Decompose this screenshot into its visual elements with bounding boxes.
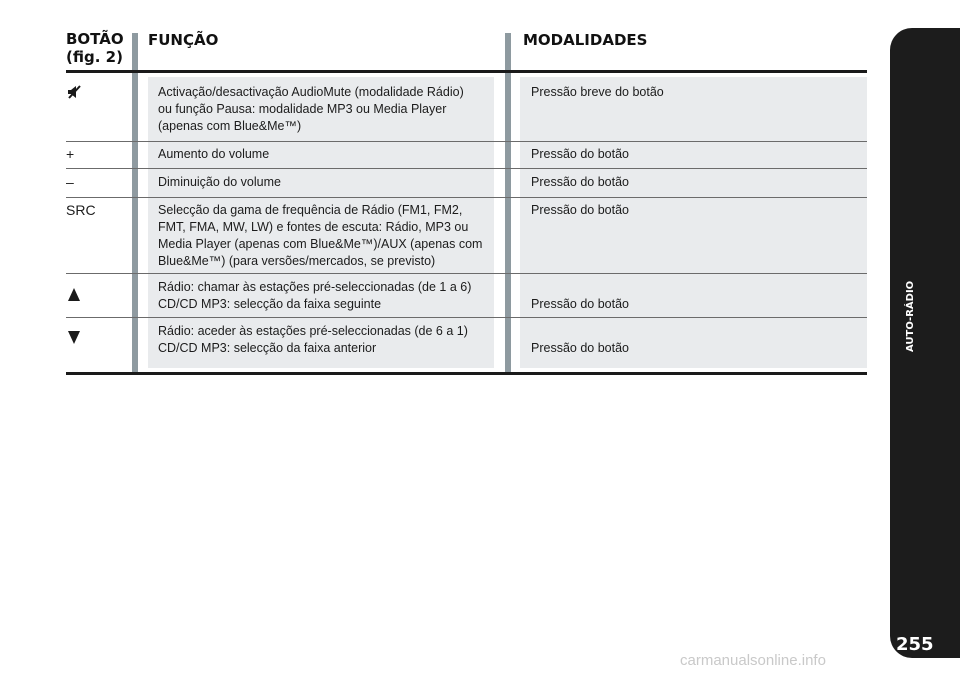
row-src-function bbox=[158, 202, 490, 270]
row-minus-mode: Pressão do botão bbox=[531, 175, 629, 189]
function-line: CD/CD MP3: selecção da faixa seguinte bbox=[158, 297, 382, 311]
function-line: Blue&Me™) (para versões/mercados, se previsto) bbox=[158, 254, 436, 268]
chapter-side-tab bbox=[890, 28, 960, 658]
row-mute-function bbox=[158, 84, 490, 135]
arrow-up-icon bbox=[68, 288, 80, 301]
column-header-button bbox=[66, 30, 130, 66]
table-bottom-rule bbox=[66, 372, 867, 375]
row-plus-mode: Pressão do botão bbox=[531, 147, 629, 161]
row-separator bbox=[66, 168, 867, 169]
row-separator bbox=[66, 197, 867, 198]
page-number: 255 bbox=[896, 634, 934, 655]
column-header-function: FUNÇÃO bbox=[148, 31, 219, 49]
function-line: Selecção da gama de frequência de Rádio (FM1, FM2, bbox=[158, 203, 463, 217]
function-line: (apenas com Blue&Me™) bbox=[158, 119, 302, 133]
row-src-mode: Pressão do botão bbox=[531, 203, 629, 217]
row-plus-function: Aumento do volume bbox=[158, 147, 270, 161]
row-plus-button: + bbox=[66, 146, 75, 162]
row-up-function bbox=[158, 279, 490, 313]
column-header-modes: MODALIDADES bbox=[523, 31, 648, 49]
function-line: Rádio: chamar às estações pré-seleccionadas (de 1 a 6) bbox=[158, 280, 472, 294]
modes-column-panel bbox=[520, 77, 867, 368]
row-up-mode: Pressão do botão bbox=[531, 297, 629, 311]
header-fig-ref: (fig. 2) bbox=[66, 48, 123, 66]
row-separator bbox=[66, 273, 867, 274]
row-down-function bbox=[158, 323, 490, 357]
function-line: Activação/desactivação AudioMute (modalidade Rádio) bbox=[158, 85, 464, 99]
mute-icon bbox=[66, 84, 82, 100]
row-src-button: SRC bbox=[66, 202, 96, 218]
row-down-mode: Pressão do botão bbox=[531, 341, 629, 355]
function-line: Rádio: aceder às estações pré-seleccionadas (de 6 a 1) bbox=[158, 324, 468, 338]
row-minus-function: Diminuição do volume bbox=[158, 175, 281, 189]
column-divider-left bbox=[132, 33, 138, 373]
column-divider-right bbox=[505, 33, 511, 373]
table-top-rule bbox=[66, 70, 867, 73]
function-line: CD/CD MP3: selecção da faixa anterior bbox=[158, 341, 377, 355]
watermark: carmanualsonline.info bbox=[680, 652, 826, 669]
arrow-down-icon bbox=[68, 331, 80, 344]
function-line: Media Player (apenas com Blue&Me™)/AUX (apenas com bbox=[158, 237, 483, 251]
row-minus-button: – bbox=[66, 174, 74, 190]
function-line: FMT, FMA, MW, LW) e fontes de escuta: Rádio, MP3 ou bbox=[158, 220, 469, 234]
row-separator bbox=[66, 141, 867, 142]
row-mute-mode: Pressão breve do botão bbox=[531, 85, 664, 99]
header-botao-text: BOTÃO bbox=[66, 30, 124, 48]
chapter-label: AUTO-RÁDIO bbox=[905, 280, 916, 352]
function-line: ou função Pausa: modalidade MP3 ou Media Player bbox=[158, 102, 447, 116]
row-separator bbox=[66, 317, 867, 318]
